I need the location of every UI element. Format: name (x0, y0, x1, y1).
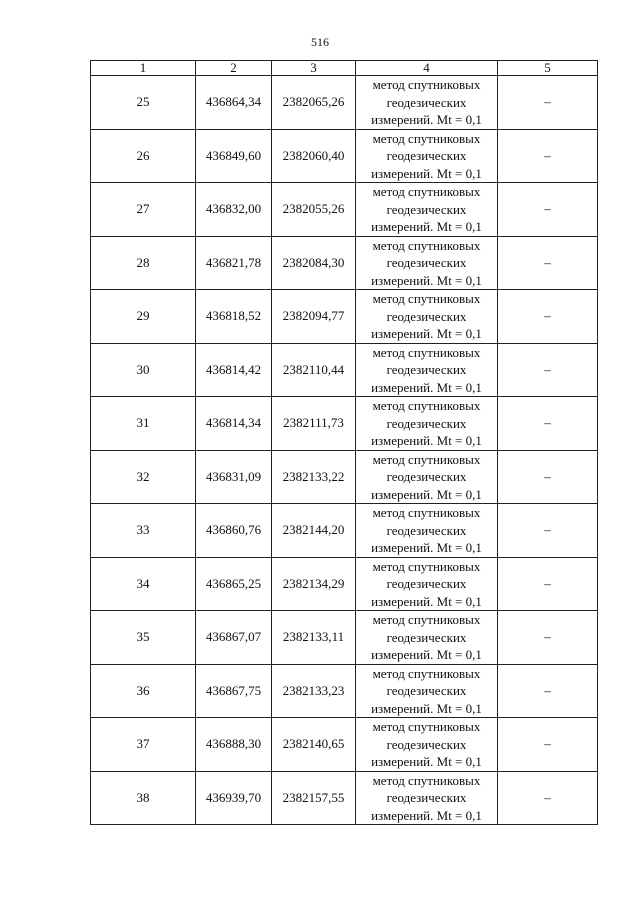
method-line: геодезических (386, 148, 467, 163)
method-line: метод спутниковых (372, 772, 481, 788)
table-row (91, 557, 598, 611)
method-line: метод спутниковых (372, 344, 481, 360)
x-coordinate-cell: 436860,76 (196, 504, 272, 558)
x-coordinate-cell: 436888,30 (196, 718, 272, 772)
method-line: метод спутниковых (372, 130, 481, 146)
method-line: геодезических (386, 683, 467, 698)
x-coordinate-cell: 436821,78 (196, 236, 272, 290)
table-row (91, 504, 598, 558)
table-row (91, 183, 598, 237)
note-cell: – (498, 397, 598, 451)
method-line: геодезических (386, 201, 467, 217)
method-line: измерений. Mt = 0,1 (371, 486, 482, 502)
method-cell (356, 397, 498, 451)
y-coordinate-cell: 2382144,20 (272, 504, 356, 558)
method-cell (356, 183, 498, 237)
method-line: метод спутниковых (372, 184, 481, 199)
x-coordinate-cell: 436849,60 (196, 129, 272, 183)
point-number-cell: 37 (91, 718, 196, 772)
point-number-cell: 25 (91, 76, 196, 130)
table-header-row (91, 61, 598, 76)
method-line: геодезических (386, 736, 467, 752)
y-coordinate-cell: 2382133,23 (272, 664, 356, 718)
note-cell: – (498, 290, 598, 344)
method-line: метод спутниковых (372, 505, 481, 520)
x-coordinate-cell: 436939,70 (196, 771, 272, 825)
y-coordinate-cell: 2382133,22 (272, 450, 356, 504)
point-number-cell: 38 (91, 771, 196, 825)
table-row (91, 76, 598, 130)
method-line: геодезических (386, 308, 467, 324)
note-cell: – (498, 129, 598, 183)
note-cell: – (498, 664, 598, 718)
y-coordinate-cell: 2382140,65 (272, 718, 356, 772)
method-line: геодезических (386, 576, 467, 591)
table-row (91, 397, 598, 451)
method-cell (356, 718, 498, 772)
method-line: метод спутниковых (372, 398, 481, 413)
note-cell: – (498, 343, 598, 397)
table-row (91, 290, 598, 344)
x-coordinate-cell: 436831,09 (196, 450, 272, 504)
table-row (91, 611, 598, 665)
method-line: измерений. Mt = 0,1 (371, 219, 482, 234)
method-line: геодезических (386, 94, 467, 110)
table-row (91, 129, 598, 183)
x-coordinate-cell: 436867,75 (196, 664, 272, 718)
point-number-cell: 36 (91, 664, 196, 718)
point-number-cell: 31 (91, 397, 196, 451)
y-coordinate-cell: 2382111,73 (272, 397, 356, 451)
note-cell: – (498, 718, 598, 772)
point-number-cell: 29 (91, 290, 196, 344)
method-cell (356, 129, 498, 183)
method-cell (356, 76, 498, 130)
method-line: измерений. Mt = 0,1 (371, 165, 482, 181)
method-line: метод спутниковых (372, 291, 481, 306)
method-line: измерений. Mt = 0,1 (371, 433, 482, 448)
page-number: 516 (311, 35, 329, 49)
method-cell (356, 504, 498, 558)
method-line: измерений. Mt = 0,1 (371, 754, 482, 769)
point-number-cell: 34 (91, 557, 196, 611)
table-row (91, 450, 598, 504)
y-coordinate-cell: 2382084,30 (272, 236, 356, 290)
column-header-2: 2 (196, 61, 272, 76)
note-cell: – (498, 771, 598, 825)
y-coordinate-cell: 2382055,26 (272, 183, 356, 237)
method-line: метод спутниковых (372, 451, 481, 467)
method-line: геодезических (386, 362, 467, 377)
method-cell (356, 771, 498, 825)
method-line: метод спутниковых (372, 665, 481, 681)
table-row (91, 718, 598, 772)
method-line: измерений. Mt = 0,1 (371, 700, 482, 716)
y-coordinate-cell: 2382157,55 (272, 771, 356, 825)
x-coordinate-cell: 436864,34 (196, 76, 272, 130)
method-line: метод спутниковых (372, 237, 481, 253)
note-cell: – (498, 76, 598, 130)
method-cell (356, 236, 498, 290)
x-coordinate-cell: 436818,52 (196, 290, 272, 344)
method-line: геодезических (386, 522, 467, 538)
method-line: измерений. Mt = 0,1 (371, 647, 482, 662)
method-line: измерений. Mt = 0,1 (371, 272, 482, 288)
method-cell (356, 611, 498, 665)
method-cell (356, 343, 498, 397)
column-header-4: 4 (356, 61, 498, 76)
method-line: метод спутниковых (372, 77, 481, 92)
method-line: геодезических (386, 415, 467, 431)
method-line: измерений. Mt = 0,1 (371, 593, 482, 609)
y-coordinate-cell: 2382065,26 (272, 76, 356, 130)
point-number-cell: 28 (91, 236, 196, 290)
point-number-cell: 33 (91, 504, 196, 558)
x-coordinate-cell: 436867,07 (196, 611, 272, 665)
point-number-cell: 35 (91, 611, 196, 665)
table-body (91, 76, 598, 825)
column-header-3: 3 (272, 61, 356, 76)
table-row (91, 664, 598, 718)
point-number-cell: 32 (91, 450, 196, 504)
y-coordinate-cell: 2382110,44 (272, 343, 356, 397)
method-line: измерений. Mt = 0,1 (371, 540, 482, 555)
method-line: измерений. Mt = 0,1 (371, 112, 482, 127)
method-line: измерений. Mt = 0,1 (371, 326, 482, 341)
x-coordinate-cell: 436814,42 (196, 343, 272, 397)
y-coordinate-cell: 2382134,29 (272, 557, 356, 611)
column-header-5: 5 (498, 61, 598, 76)
coordinates-table (90, 60, 598, 825)
note-cell: – (498, 557, 598, 611)
method-cell (356, 450, 498, 504)
y-coordinate-cell: 2382060,40 (272, 129, 356, 183)
point-number-cell: 30 (91, 343, 196, 397)
method-line: геодезических (386, 469, 467, 484)
note-cell: – (498, 450, 598, 504)
method-line: метод спутниковых (372, 612, 481, 627)
note-cell: – (498, 183, 598, 237)
method-line: геодезических (386, 629, 467, 645)
y-coordinate-cell: 2382133,11 (272, 611, 356, 665)
table-row (91, 771, 598, 825)
point-number-cell: 27 (91, 183, 196, 237)
table-row (91, 343, 598, 397)
method-line: метод спутниковых (372, 719, 481, 734)
y-coordinate-cell: 2382094,77 (272, 290, 356, 344)
method-line: измерений. Mt = 0,1 (371, 379, 482, 395)
method-line: измерений. Mt = 0,1 (371, 807, 482, 823)
x-coordinate-cell: 436814,34 (196, 397, 272, 451)
column-header-1: 1 (91, 61, 196, 76)
method-line: геодезических (386, 790, 467, 805)
point-number-cell: 26 (91, 129, 196, 183)
method-cell (356, 557, 498, 611)
method-line: геодезических (386, 255, 467, 270)
x-coordinate-cell: 436865,25 (196, 557, 272, 611)
method-cell (356, 664, 498, 718)
method-cell (356, 290, 498, 344)
note-cell: – (498, 611, 598, 665)
note-cell: – (498, 504, 598, 558)
method-line: метод спутниковых (372, 558, 481, 574)
note-cell: – (498, 236, 598, 290)
x-coordinate-cell: 436832,00 (196, 183, 272, 237)
table-row (91, 236, 598, 290)
